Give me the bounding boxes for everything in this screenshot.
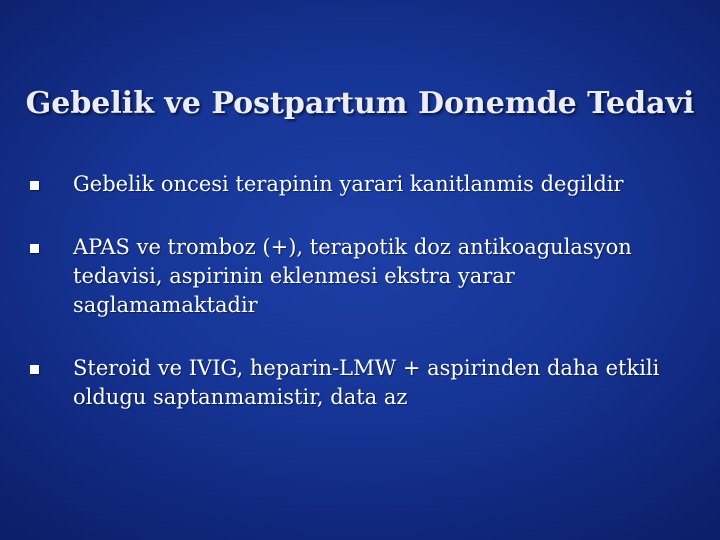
square-bullet-icon (30, 244, 39, 253)
bullet-text: Gebelik oncesi terapinin yarari kanitlanmis degildir (73, 172, 624, 196)
slide-title: Gebelik ve Postpartum Donemde Tedavi (25, 86, 695, 122)
bullet-item (30, 354, 690, 412)
square-bullet-icon (30, 181, 39, 190)
bullet-text: APAS ve tromboz (+), terapotik doz antikoagulasyon tedavisi, aspirinin eklenmesi ekstra yarar saglamamaktadir (73, 235, 632, 317)
square-bullet-icon (30, 365, 39, 374)
bullet-list (30, 170, 690, 412)
bullet-text: Steroid ve IVIG, heparin-LMW + aspirinden daha etkili oldugu saptanmamistir, data az (73, 356, 660, 409)
bullet-item (30, 233, 690, 320)
bullet-item (30, 170, 690, 199)
